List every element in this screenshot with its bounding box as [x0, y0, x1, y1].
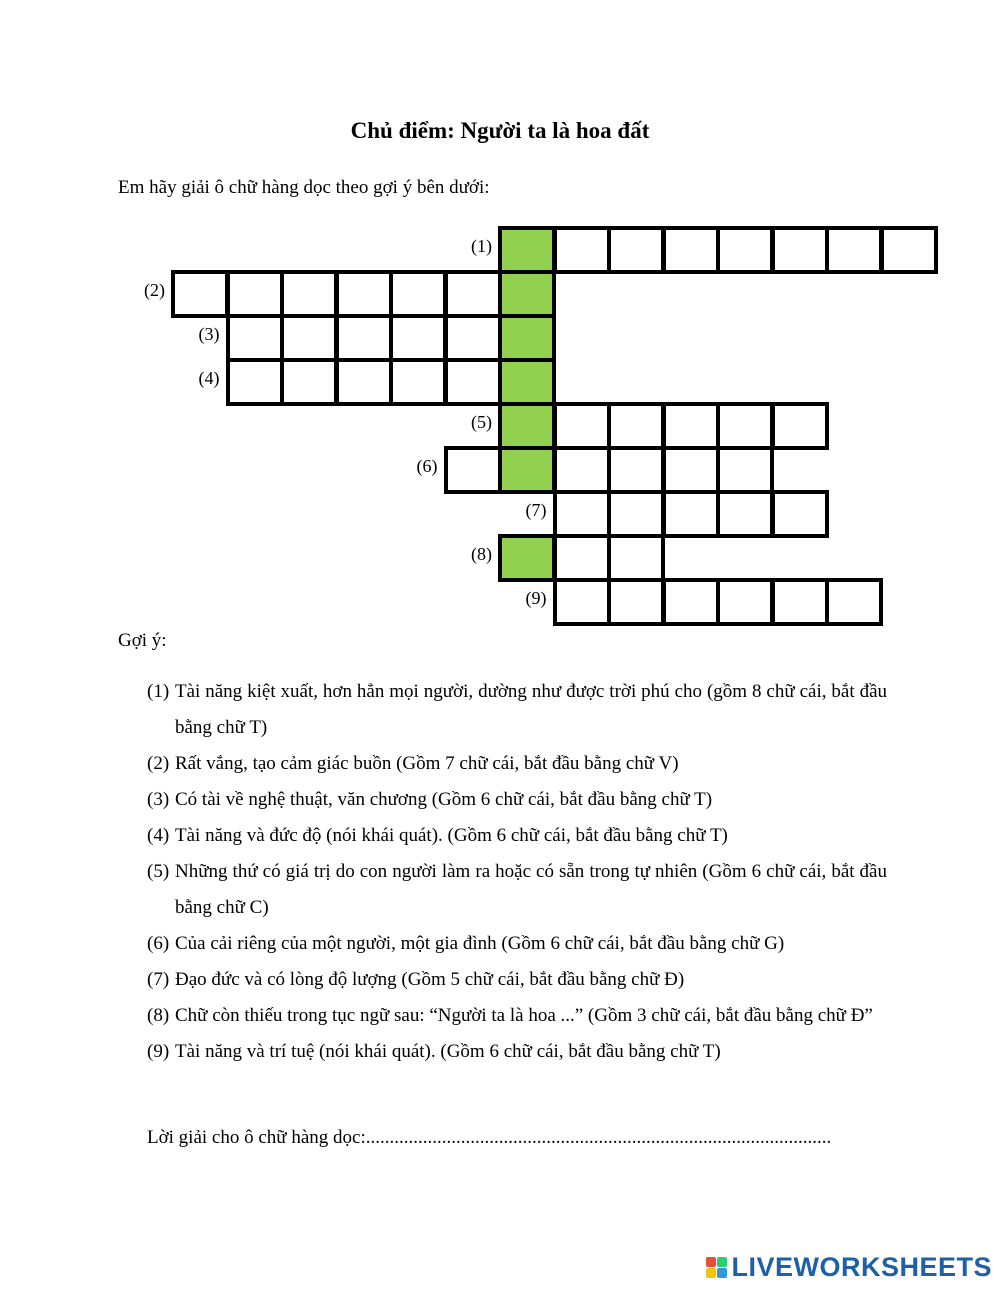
crossword-cell[interactable]	[226, 358, 284, 406]
crossword-cell[interactable]	[389, 358, 447, 406]
key-cell[interactable]	[498, 358, 556, 406]
clue-text: Những thứ có giá trị do con người làm ra hoặc có sẵn trong tự nhiên (Gồm 6 chữ cái, bắt đầu bằng chữ C)	[175, 861, 887, 918]
key-cell[interactable]	[498, 314, 556, 362]
clue-item	[147, 926, 887, 962]
clue-number: (9)	[147, 1041, 170, 1062]
clue-number: (4)	[147, 825, 170, 846]
key-cell[interactable]	[498, 534, 556, 582]
crossword-cell[interactable]	[553, 490, 611, 538]
crossword-cell[interactable]	[280, 270, 338, 318]
answer-line[interactable]: Lời giải cho ô chữ hàng dọc:..................................................................................................	[147, 1127, 832, 1148]
clue-text: Tài năng và đức độ (nói khái quát). (Gồm 6 chữ cái, bắt đầu bằng chữ T)	[175, 825, 728, 846]
clue-number: (8)	[147, 1005, 170, 1026]
crossword-cell[interactable]	[607, 446, 665, 494]
row-label: (2)	[144, 280, 165, 300]
crossword-cell[interactable]	[662, 446, 720, 494]
crossword-cell[interactable]	[226, 314, 284, 362]
clue-item	[147, 962, 887, 998]
crossword-cell[interactable]	[553, 446, 611, 494]
clue-number: (3)	[147, 789, 170, 810]
row-label: (1)	[471, 236, 492, 256]
liveworksheets-logo-icon	[706, 1257, 727, 1278]
key-cell[interactable]	[498, 226, 556, 274]
crossword-cell[interactable]	[662, 402, 720, 450]
liveworksheets-brand	[706, 1252, 992, 1283]
crossword-cell[interactable]	[553, 578, 611, 626]
clue-item	[147, 1034, 887, 1070]
crossword-cell[interactable]	[662, 578, 720, 626]
clue-item	[147, 998, 887, 1034]
crossword-cell[interactable]	[444, 446, 502, 494]
key-cell[interactable]	[498, 270, 556, 318]
crossword-cell[interactable]	[716, 226, 774, 274]
crossword-cell[interactable]	[335, 358, 393, 406]
clue-number: (2)	[147, 753, 170, 774]
crossword-cell[interactable]	[444, 358, 502, 406]
crossword-cell[interactable]	[553, 226, 611, 274]
hint-heading: Gợi ý:	[118, 630, 167, 651]
clue-number: (5)	[147, 861, 170, 882]
crossword-cell[interactable]	[280, 314, 338, 362]
clue-text: Tài năng kiệt xuất, hơn hẳn mọi người, dường như được trời phú cho (gồm 8 chữ cái, bắt đầu bằng chữ T)	[175, 681, 887, 738]
crossword-cell[interactable]	[716, 446, 774, 494]
crossword-cell[interactable]	[771, 578, 829, 626]
row-label: (3)	[198, 324, 220, 344]
crossword-cell[interactable]	[444, 314, 502, 362]
key-cell[interactable]	[498, 402, 556, 450]
clue-number: (6)	[147, 933, 170, 954]
clue-list	[147, 674, 887, 1070]
row-label: (7)	[525, 500, 547, 520]
row-label: (6)	[416, 456, 438, 476]
crossword-cell[interactable]	[825, 578, 883, 626]
clue-item	[147, 746, 887, 782]
key-cell[interactable]	[498, 446, 556, 494]
crossword-cell[interactable]	[716, 578, 774, 626]
clue-item	[147, 674, 887, 746]
clue-item	[147, 854, 887, 926]
crossword-cell[interactable]	[607, 578, 665, 626]
row-label: (8)	[471, 544, 492, 564]
crossword-cell[interactable]	[716, 490, 774, 538]
crossword-cell[interactable]	[607, 226, 665, 274]
crossword-cell[interactable]	[607, 534, 665, 582]
crossword-cell[interactable]	[880, 226, 938, 274]
crossword-cell[interactable]	[771, 490, 829, 538]
crossword-cell[interactable]	[771, 226, 829, 274]
crossword-cell[interactable]	[662, 490, 720, 538]
crossword-grid	[0, 0, 1000, 640]
crossword-cell[interactable]	[171, 270, 229, 318]
clue-number: (1)	[147, 681, 170, 702]
crossword-cell[interactable]	[607, 490, 665, 538]
clue-number: (7)	[147, 969, 170, 990]
row-label: (9)	[525, 588, 547, 608]
clue-text: Có tài về nghệ thuật, văn chương (Gồm 6 chữ cái, bắt đầu bằng chữ T)	[175, 789, 713, 810]
crossword-cell[interactable]	[553, 534, 611, 582]
clue-item	[147, 782, 887, 818]
crossword-cell[interactable]	[607, 402, 665, 450]
crossword-cell[interactable]	[280, 358, 338, 406]
clue-text: Của cải riêng của một người, một gia đình (Gồm 6 chữ cái, bắt đầu bằng chữ G)	[175, 933, 785, 954]
crossword-cell[interactable]	[335, 314, 393, 362]
clue-text: Rất vắng, tạo cảm giác buồn (Gồm 7 chữ cái, bắt đầu bằng chữ V)	[175, 753, 679, 774]
row-label: (5)	[471, 412, 492, 432]
crossword-cell[interactable]	[771, 402, 829, 450]
crossword-cell[interactable]	[389, 270, 447, 318]
crossword-cell[interactable]	[444, 270, 502, 318]
crossword-cell[interactable]	[553, 402, 611, 450]
clue-item	[147, 818, 887, 854]
crossword-cell[interactable]	[716, 402, 774, 450]
brand-text: LIVEWORKSHEETS	[731, 1252, 992, 1282]
clue-text: Đạo đức và có lòng độ lượng (Gồm 5 chữ cái, bắt đầu bằng chữ Đ)	[175, 969, 685, 990]
crossword-cell[interactable]	[389, 314, 447, 362]
crossword-cell[interactable]	[335, 270, 393, 318]
page-title: Chủ điểm: Người ta là hoa đất	[350, 118, 650, 143]
clue-text: Chữ còn thiếu trong tục ngữ sau: “Người ta là hoa ...” (Gồm 3 chữ cái, bắt đầu bằng chữ Đ”	[175, 1005, 873, 1026]
crossword-cell[interactable]	[226, 270, 284, 318]
clue-text: Tài năng và trí tuệ (nói khái quát). (Gồm 6 chữ cái, bắt đầu bằng chữ T)	[175, 1041, 721, 1062]
crossword-cell[interactable]	[662, 226, 720, 274]
row-label: (4)	[198, 368, 220, 388]
crossword-cell[interactable]	[825, 226, 883, 274]
instruction-text: Em hãy giải ô chữ hàng dọc theo gợi ý bên dưới:	[118, 177, 490, 198]
